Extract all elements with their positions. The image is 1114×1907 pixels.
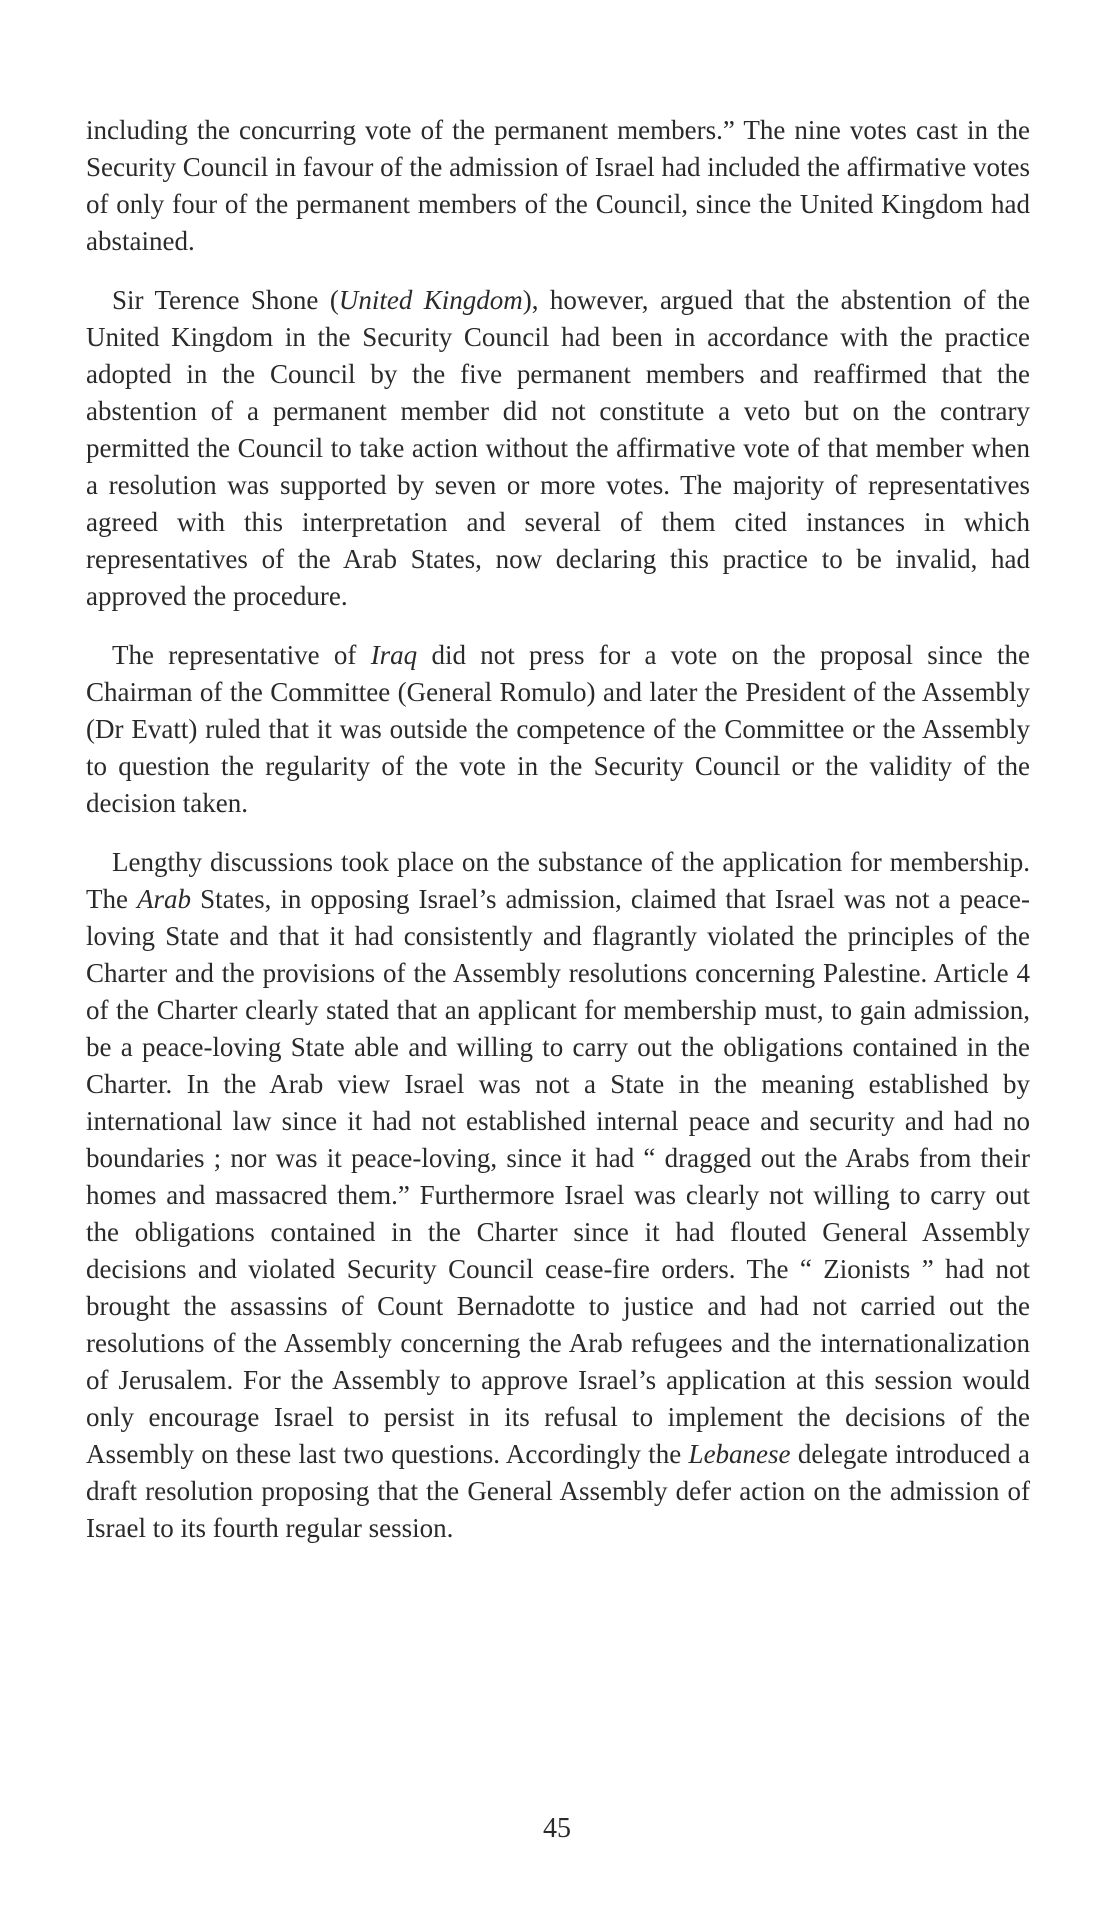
paragraph-text: delegate introduced a draft resolution proposing that the General Assembly defer action on the admission of Israel to its fourth regular session. [86,1439,1030,1543]
paragraph-text: States, in opposing Israel’s admission, claimed that Israel was not a peace-loving State and that it had consistently and flagrantly violated the principles of the Charter and the provisions of the Assembly resolutions concerning Palestine. Article 4 of the Charter clearly stated that an applicant for membership must, to gain admission, be a peace-loving State able and willing to carry out the obligations contained in the Charter. In the Arab view Israel was not a State in the meaning established by international law since it had not established internal peace and security and had no boundaries ; nor was it peace-loving, since it had “ dragged out the Arabs from their homes and massacred them.” Furthermore Israel was clearly not willing to carry out the obligations contained in the Charter since it had flouted General Assembly decisions and violated Security Council cease-fire orders. The “ Zionists ” had not brought the assassins of Count Bernadotte to justice and had not carried out the resolutions of the Assembly concerning the Arab refugees and the internationalization of Jerusalem. For the Assembly to approve Israel’s application at this session would only encourage Israel to persist in its refusal to implement the decisions of the Assembly on these last two questions. Accordingly the [86,884,1031,1469]
paragraph-4 [86,844,1030,1547]
italic-group-name: Arab [137,884,192,914]
italic-country-name: United Kingdom [338,285,523,315]
paragraph-2 [86,282,1030,615]
paragraph-text: Lengthy discussions took place on the substance of the application for membership. The [86,847,1030,914]
page-number: 45 [543,1813,571,1844]
paragraph-text: did not press for a vote on the proposal since the Chairman of the Committee (General Romulo) and later the President of the Assembly (Dr Evatt) ruled that it was outside the competence of the Committee or the Assembly to question the regularity of the vote in the Security Council or the validity of the decision taken. [86,640,1030,818]
paragraph-text: including the concurring vote of the permanent members.” The nine votes cast in the Security Council in favour of the admission of Israel had included the affirmative votes of only four of the permanent members of the Council, since the United Kingdom had abstained. [86,115,1030,256]
italic-country-name: Iraq [370,640,418,670]
document-page [86,112,1030,1569]
paragraph-text: The representative of [112,640,371,670]
paragraph-1 [86,112,1030,260]
paragraph-text: Sir Terence Shone ( [112,285,339,315]
italic-country-name: Lebanese [688,1439,791,1469]
paragraph-3 [86,637,1030,822]
paragraph-text: ), however, argued that the abstention of the United Kingdom in the Security Council had been in accordance with the practice adopted in the Council by the five permanent members and reaffirmed that the abstention of a permanent member did not constitute a veto but on the contrary permitted the Council to take action without the affirmative vote of that member when a resolution was supported by seven or more votes. The majority of representatives agreed with this interpretation and several of them cited instances in which representatives of the Arab States, now declaring this practice to be invalid, had approved the procedure. [86,285,1030,611]
